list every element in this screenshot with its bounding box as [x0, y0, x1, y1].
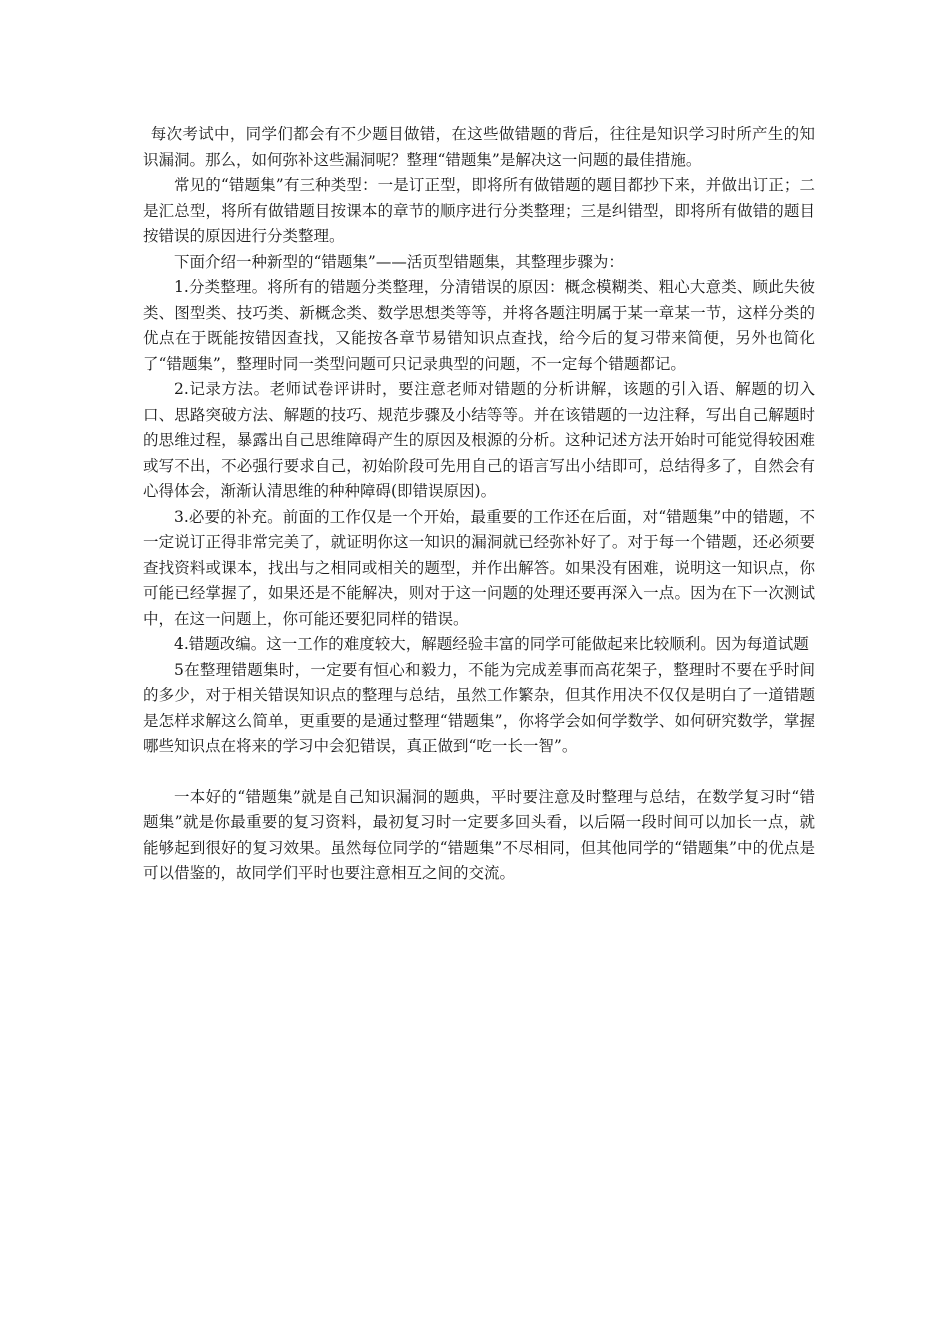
types-paragraph: 常见的“错题集”有三种类型：一是订正型，即将所有做错题的题目都抄下来，并做出订正；二是汇总型，将所有做错题目按课本的章节的顺序进行分类整理；三是纠错型，即将所有做错的题目按错误的原因进行分类整理。 [143, 176, 815, 245]
step-2-paragraph: 2.记录方法。老师试卷评讲时，要注意老师对错题的分析讲解，该题的引入语、解题的切入口、思路突破方法、解题的技巧、规范步骤及小结等等。并在该错题的一边注释，写出自己解题时的思维过程，暴露出自己思维障碍产生的原因及根源的分析。这种记述方法开始时可能觉得较困难或写不出，不必强行要求自己，初始阶段可先用自己的语言写出小结即可，总结得多了，自然会有心得体会，渐渐认清思维的种种障碍(即错误原因)。 [143, 380, 815, 500]
step-1-paragraph: 1.分类整理。将所有的错题分类整理，分清错误的原因：概念模糊类、粗心大意类、顾此失彼类、图型类、技巧类、新概念类、数学思想类等等，并将各题注明属于某一章某一节，这样分类的优点在于既能按错因查找，又能按各章节易错知识点查找，给今后的复习带来简便，另外也简化了“错题集”，整理时同一类型问题可只记录典型的问题，不一定每个错题都记。 [143, 278, 815, 373]
step-5-paragraph: 5在整理错题集时，一定要有恒心和毅力，不能为完成差事而高花架子，整理时不要在乎时间的多少，对于相关错误知识点的整理与总结，虽然工作繁杂，但其作用决不仅仅是明白了一道错题是怎样求解这么简单，更重要的是通过整理“错题集”，你将学会如何学数学、如何研究数学，掌握哪些知识点在将来的学习中会犯错误，真正做到“吃一长一智”。 [143, 660, 815, 755]
step-4-paragraph: 4.错题改编。这一工作的难度较大，解题经验丰富的同学可能做起来比较顺利。因为每道试题 [174, 635, 809, 653]
new-type-intro-paragraph: 下面介绍一种新型的“错题集”——活页型错题集，其整理步骤为： [174, 252, 624, 271]
intro-paragraph: 每次考试中，同学们都会有不少题目做错，在这些做错题的背后，往往是知识学习时所产生的知识漏洞。那么，如何弥补这些漏洞呢？整理“错题集”是解决这一问题的最佳措施。 [143, 125, 815, 169]
conclusion-paragraph: 一本好的“错题集”就是自己知识漏洞的题典，平时要注意及时整理与总结，在数学复习时“错题集”就是你最重要的复习资料，最初复习时一定要多回头看，以后隔一段时间可以加长一点，就能够起到很好的复习效果。虽然每位同学的“错题集”不尽相同，但其他同学的“错题集”中的优点是可以借鉴的，故同学们平时也要注意相互之间的交流。 [143, 787, 815, 882]
step-3-paragraph: 3.必要的补充。前面的工作仅是一个开始，最重要的工作还在后面，对“错题集”中的错题，不一定说订正得非常完美了，就证明你这一知识的漏洞就已经弥补好了。对于每一个错题，还必须要查找资料或课本，找出与之相同或相关的题型，并作出解答。如果没有困难，说明这一知识点，你可能已经掌握了，如果还是不能解决，则对于这一问题的处理还要再深入一点。因为在下一次测试中，在这一问题上，你可能还要犯同样的错误。 [143, 507, 815, 628]
document-body [143, 122, 815, 887]
